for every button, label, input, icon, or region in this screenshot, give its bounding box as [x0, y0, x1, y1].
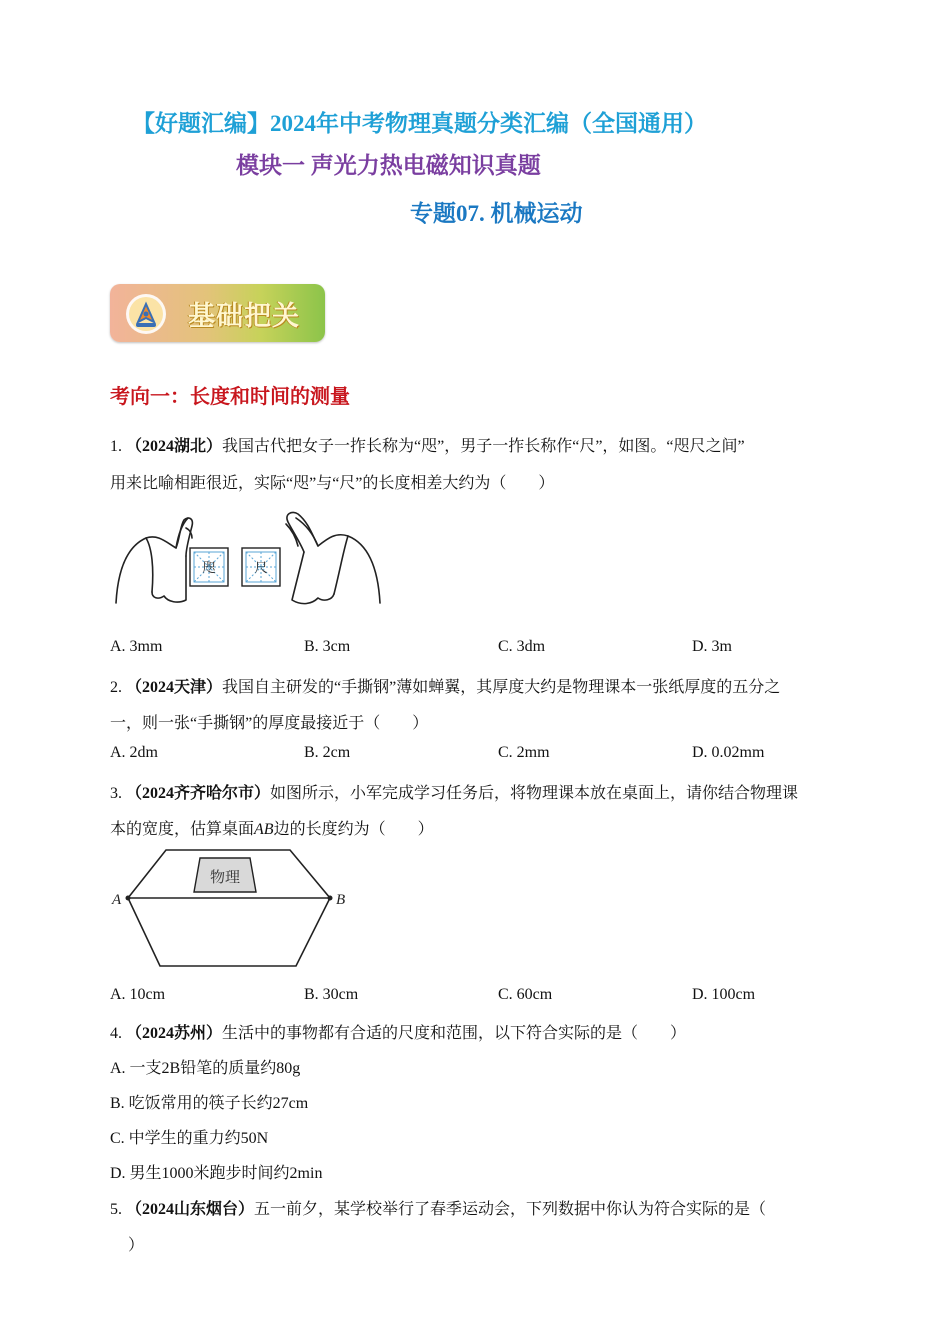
q3-option-c: C. 60cm	[498, 986, 553, 1003]
question-5-line-1	[110, 1196, 766, 1219]
question-2-line-2: 一，则一张“手撕钢”的厚度最接近于（ ）	[110, 715, 429, 732]
figure-label-chi: 尺	[254, 561, 268, 576]
question-text: 五一前夕，某学校举行了春季运动会，下列数据中你认为符合实际的是（	[254, 1201, 767, 1218]
banner-label: 基础把关	[188, 301, 300, 332]
question-source: （2024天津）	[126, 679, 223, 696]
figure-label-zhi: 咫	[202, 561, 216, 576]
topic-title: 专题07. 机械运动	[410, 201, 583, 226]
q2-option-a: A. 2dm	[110, 744, 158, 761]
question-text: 生活中的事物都有合适的尺度和范围，以下符合实际的是（ ）	[222, 1025, 687, 1042]
q2-option-c: C. 2mm	[498, 744, 550, 761]
q4-option-b: B. 吃饭常用的筷子长约27cm	[110, 1095, 309, 1112]
module-title: 模块一 声光力热电磁知识真题	[236, 153, 541, 178]
question-text: 如图所示，小军完成学习任务后，将物理课本放在桌面上，请你结合物理课	[270, 785, 799, 802]
q4-option-a: A. 一支2B铅笔的质量约80g	[110, 1060, 301, 1077]
pen-nib-icon	[124, 292, 168, 336]
question-2-line-1	[110, 674, 780, 697]
question-source: （2024苏州）	[126, 1025, 223, 1042]
question-number: 4.	[110, 1025, 122, 1042]
question-number: 1.	[110, 438, 122, 455]
question-number: 2.	[110, 679, 122, 696]
document-title: 【好题汇编】2024年中考物理真题分类汇编（全国通用）	[132, 111, 707, 136]
q2-option-d: D. 0.02mm	[692, 744, 765, 761]
q1-option-b: B. 3cm	[304, 638, 351, 655]
q2-option-b: B. 2cm	[304, 744, 351, 761]
question-text: 我国自主研发的“手撕钢”薄如蝉翼，其厚度大约是物理课本一张纸厚度的五分之	[222, 679, 781, 696]
question-text: 本的宽度，估算桌面	[110, 821, 255, 838]
question-text: 我国古代把女子一拃长称为“咫”，男子一拃长称作“尺”，如图。“咫尺之间”	[222, 438, 745, 455]
question-5-line-2: ）	[128, 1237, 145, 1254]
q1-option-c: C. 3dm	[498, 638, 546, 655]
q4-option-c: C. 中学生的重力约50N	[110, 1130, 269, 1147]
question-3-line-2	[110, 816, 434, 839]
q3-option-a: A. 10cm	[110, 986, 166, 1003]
question-1-line-2: 用来比喻相距很近，实际“咫”与“尺”的长度相差大约为（ ）	[110, 475, 555, 492]
section-banner	[110, 284, 325, 342]
hands-measure-figure	[108, 508, 388, 618]
q1-option-a: A. 3mm	[110, 638, 163, 655]
question-source: （2024齐齐哈尔市）	[126, 785, 271, 802]
section-heading: 考向一：长度和时间的测量	[110, 386, 350, 408]
question-4-line-1	[110, 1020, 686, 1043]
question-source: （2024山东烟台）	[126, 1201, 255, 1218]
q3-option-b: B. 30cm	[304, 986, 359, 1003]
book-label: 物理	[209, 868, 241, 886]
q4-option-d: D. 男生1000米跑步时间约2min	[110, 1165, 323, 1182]
q1-option-d: D. 3m	[692, 638, 732, 655]
question-1-line-1	[110, 433, 745, 456]
segment-label-ab: AB	[254, 821, 274, 838]
point-b-label: B	[336, 892, 346, 908]
question-source: （2024湖北）	[126, 438, 223, 455]
point-a-label: A	[112, 892, 122, 908]
question-number: 5.	[110, 1201, 122, 1218]
question-3-line-1	[110, 780, 798, 803]
question-number: 3.	[110, 785, 122, 802]
question-text: 边的长度约为（ ）	[273, 821, 434, 838]
desk-figure	[108, 846, 358, 972]
q3-option-d: D. 100cm	[692, 986, 756, 1003]
